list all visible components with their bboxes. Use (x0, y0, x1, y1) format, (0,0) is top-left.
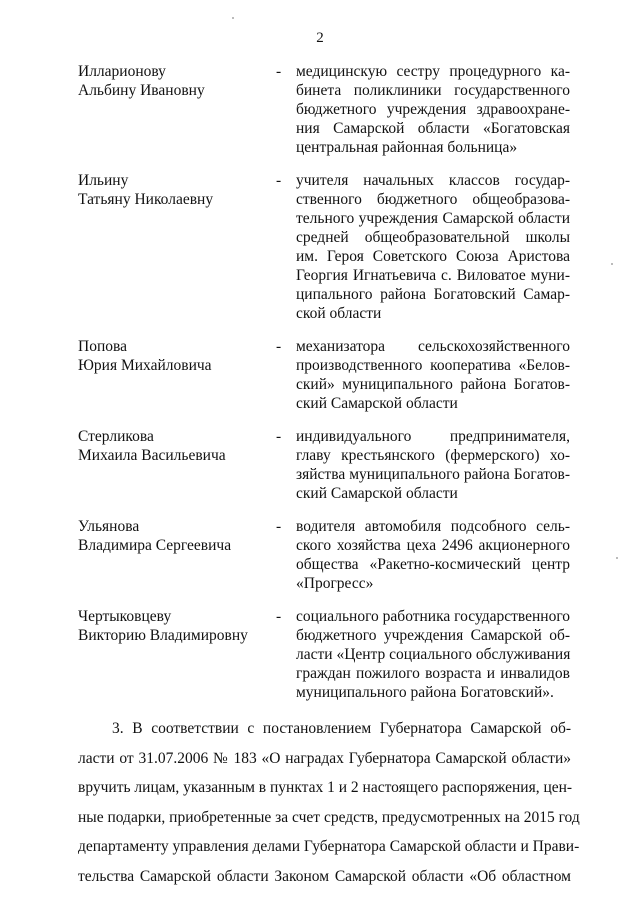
recipient-position (296, 427, 570, 503)
position-line: ципального района Богатовский Самар- (296, 286, 570, 303)
position-line: центральная районная больница» (296, 139, 518, 156)
recipient-name (78, 62, 268, 100)
recipient-name (78, 171, 268, 209)
scan-mark (611, 263, 613, 265)
page-number: 2 (316, 30, 324, 46)
position-line: ния Самарской области «Богатовская (296, 120, 570, 137)
recipient-name-line: Татьяну Николаевну (78, 191, 214, 208)
position-line: ский» муниципального района Богатов- (296, 376, 570, 393)
dash-separator: - (276, 338, 282, 355)
position-line: «Прогресс» (296, 575, 374, 592)
recipient-position (296, 171, 570, 323)
dash-separator: - (276, 428, 282, 445)
position-line: средней общеобразовательной школы (296, 229, 570, 246)
position-line: зяйства муниципального района Богатов- (296, 466, 570, 483)
paragraph-line: тельства Самарской области Законом Самарской области «Об областном (78, 867, 571, 885)
position-line: медицинскую сестру процедурного ка- (296, 63, 570, 80)
recipient-name-line: Юрия Михайловича (78, 357, 212, 374)
paragraph-line: ные подарки, приобретенные за счет средств, предусмотренных на 2015 год (78, 808, 580, 826)
dash-separator: - (276, 63, 282, 80)
dash-separator: - (276, 518, 282, 535)
position-line: ласти «Центр социального обслуживания (296, 646, 571, 663)
recipient-position (296, 607, 570, 702)
dash-separator: - (276, 608, 282, 625)
position-line: ский Самарской области (296, 395, 458, 412)
recipient-name (78, 337, 268, 375)
position-line: ской области (296, 305, 382, 322)
recipient-name-line: Михаила Васильевича (78, 447, 226, 464)
position-line: муниципального района Богатовский». (296, 684, 554, 701)
recipient-name-line: Викторию Владимировну (78, 627, 248, 644)
position-line: водителя автомобиля подсобного сель- (296, 518, 570, 535)
position-line: учителя начальных классов государ- (296, 172, 570, 189)
paragraph-line: 3. В соответствии с постановлением Губернатора Самарской об- (112, 720, 571, 737)
recipient-name-line: Стерликова (78, 428, 154, 445)
recipient-name (78, 607, 268, 645)
position-line: главу крестьянского (фермерского) хо- (296, 447, 570, 464)
recipient-position (296, 517, 570, 593)
dash-separator: - (276, 172, 282, 189)
recipient-name (78, 427, 268, 465)
position-line: бюджетного учреждения Самарской об- (296, 627, 570, 644)
position-line: ского хозяйства цеха 2496 акционерного (296, 537, 570, 554)
position-line: граждан пожилого возраста и инвалидов (296, 665, 570, 682)
position-line: Георгия Игнатьевича с. Виловатое муни- (296, 267, 570, 284)
position-line: индивидуального предпринимателя, (296, 428, 570, 445)
position-line: тельного учреждения Самарской области (296, 210, 570, 227)
recipient-name-line: Попова (78, 338, 127, 355)
position-line: ский Самарской области (296, 485, 458, 502)
recipient-position (296, 337, 570, 413)
scan-mark (616, 557, 618, 559)
paragraph-line: ласти от 31.07.2006 № 183 «О наградах Губернатора Самарской области» (78, 749, 571, 767)
scan-mark (232, 17, 234, 19)
position-line: бинета поликлиники государственного (296, 82, 570, 99)
paragraph-line: департаменту управления делами Губернатора Самарской области и Прави- (78, 838, 580, 855)
recipient-name-line: Илларионову (78, 63, 166, 80)
position-line: ственного бюджетного общеобразова- (296, 191, 570, 208)
position-line: общества «Ракетно-космический центр (296, 556, 570, 573)
recipient-name-line: Владимира Сергеевича (78, 537, 232, 554)
recipient-name-line: Ильину (78, 172, 129, 189)
recipient-name (78, 517, 268, 555)
position-line: производственного кооператива «Белов- (296, 357, 570, 374)
recipient-name-line: Ульянова (78, 518, 140, 535)
position-line: бюджетного учреждения здравоохране- (296, 101, 570, 118)
paragraph-3 (78, 714, 580, 891)
paragraph-line: вручить лицам, указанным в пунктах 1 и 2 настоящего распоряжения, цен- (78, 779, 573, 796)
position-line: механизатора сельскохозяйственного (296, 338, 570, 355)
recipient-name-line: Чертыковцеву (78, 608, 172, 625)
position-line: социального работника государственного (296, 608, 571, 625)
recipient-name-line: Альбину Ивановну (78, 82, 205, 99)
position-line: им. Героя Советского Союза Аристова (296, 248, 570, 265)
recipient-position (296, 62, 570, 157)
